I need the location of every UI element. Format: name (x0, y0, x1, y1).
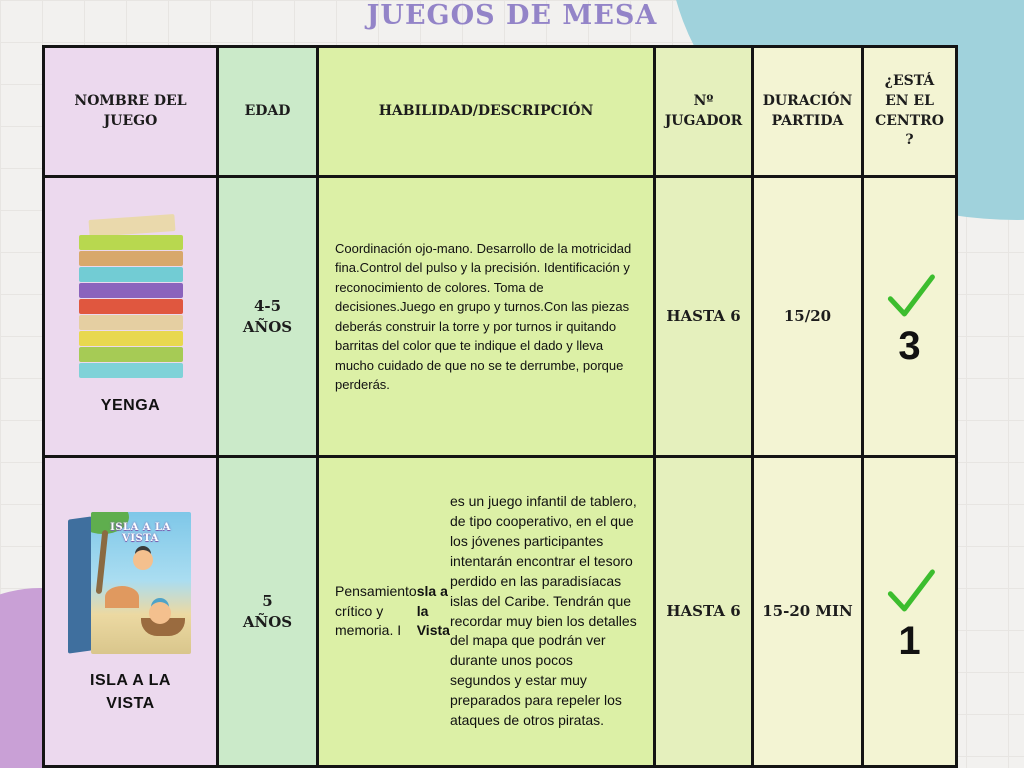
header-edad: EDAD (219, 48, 316, 175)
jenga-block (79, 267, 183, 282)
yenga-descripcion-cell: Coordinación ojo-mano. Desarrollo de la motricidad fina.Control del pulso y la precisión. Identificación y reconocimiento de colores. Toma de decisiones.Juego en grupo y turnos.Con las piezas deberás construir la torre y por turnos ir quitando barritas del color que te indique el dado y lleva mucho cuidado de que no se te derrumbe, porque perderás. (319, 178, 653, 455)
header-habilidad-descripcion: HABILIDAD/DESCRIPCIÓN (319, 48, 653, 175)
jenga-block (79, 235, 183, 250)
jenga-block (88, 214, 175, 237)
check-icon (882, 563, 938, 619)
jenga-tower-image (75, 215, 187, 385)
jenga-block (79, 299, 183, 314)
jenga-block (79, 363, 183, 378)
yenga-centro-cell (864, 178, 955, 455)
isla-duracion-cell (754, 458, 861, 765)
centro-cantidad: 3 (898, 323, 921, 368)
check-icon (882, 268, 938, 324)
yenga-duracion-cell (754, 178, 861, 455)
centro-cantidad: 1 (898, 618, 921, 663)
header-n-jugador: Nº JUGADOR (656, 48, 751, 175)
duracion-value: 15/20 (783, 307, 832, 326)
jenga-block (79, 283, 183, 298)
header-esta-en-el-centro: ¿ESTÁ EN EL CENTRO ? (864, 48, 955, 175)
isla-edad-cell (219, 458, 316, 765)
header-duracion-partida: DURACIÓN PARTIDA (754, 48, 861, 175)
isla-a-la-vista-box-image (68, 508, 194, 660)
header-nombre-del-juego: NOMBRE DEL JUEGO (45, 48, 216, 175)
yenga-jugadores-cell (656, 178, 751, 455)
jugadores-value: HASTA 6 (666, 307, 741, 326)
game-name: YENGA (100, 397, 161, 415)
edad-value: 4-5 AÑOS (242, 297, 293, 336)
jenga-block (79, 331, 183, 346)
box-front (91, 512, 191, 654)
jenga-block (79, 251, 183, 266)
jenga-block (79, 315, 183, 330)
game-name: ISLA A LA VISTA (90, 672, 171, 712)
box-art-title: ISLA A LA VISTA (110, 522, 171, 545)
pirate-character-icon (133, 550, 153, 570)
isla-jugadores-cell (656, 458, 751, 765)
pirate-character-icon (149, 602, 171, 624)
jugadores-value: HASTA 6 (666, 602, 741, 621)
jenga-block (79, 347, 183, 362)
isla-centro-cell (864, 458, 955, 765)
island-mountains (105, 586, 139, 608)
page-title: JUEGOS DE MESA (366, 0, 658, 31)
board-games-table (42, 45, 958, 768)
isla-descripcion-cell: Pensamiento crítico y memoria. I sla a la Vista es un juego infantil de tablero, de tipo cooperativo, en el que los jóvenes participantes intentarán encontrar el tesoro perdido en las paradisíacas islas del Caribe. Tendrán que recordar muy bien los detalles del mapa que podrán ver durante unos pocos segundos y estar muy preparados para repeler los ataques de otros piratas. (319, 458, 653, 765)
edad-value: 5 AÑOS (242, 592, 293, 631)
yenga-edad-cell (219, 178, 316, 455)
table-row-yenga-name-cell (45, 178, 216, 455)
box-spine (68, 516, 92, 653)
table-row-isla-name-cell (45, 458, 216, 765)
duracion-value: 15-20 MIN (762, 602, 853, 621)
